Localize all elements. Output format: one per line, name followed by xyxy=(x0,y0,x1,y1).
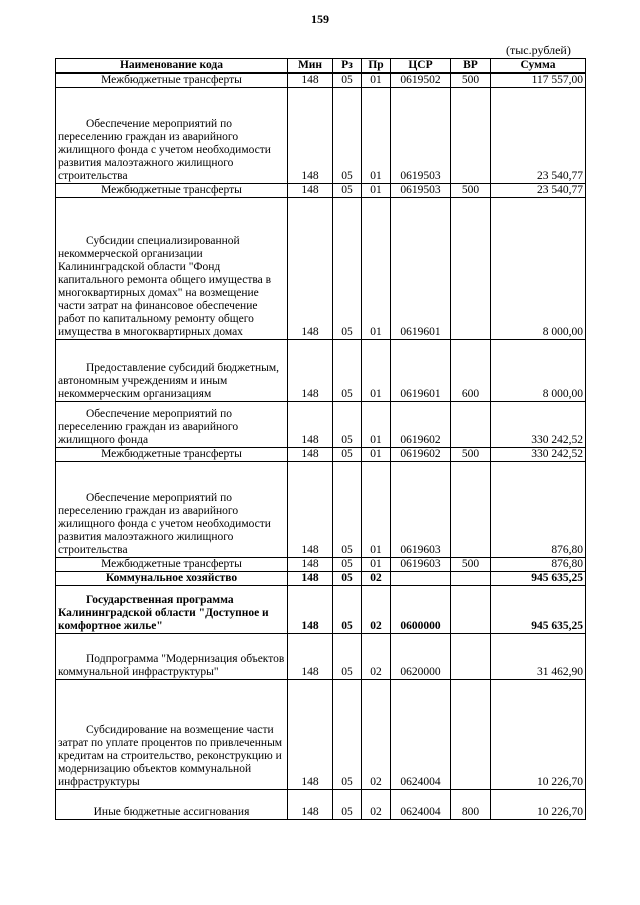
header-vr: ВР xyxy=(451,59,491,74)
row-vr xyxy=(451,586,491,634)
row-name: Межбюджетные трансферты xyxy=(56,184,288,198)
row-vr xyxy=(451,634,491,680)
row-name xyxy=(56,586,288,634)
row-min: 148 xyxy=(288,184,333,198)
row-min: 148 xyxy=(288,198,333,340)
header-row xyxy=(56,59,586,74)
row-min: 148 xyxy=(288,448,333,462)
row-name: Межбюджетные трансферты xyxy=(56,73,288,88)
row-name: Коммунальное хозяйство xyxy=(56,572,288,586)
row-min: 148 xyxy=(288,634,333,680)
table-row xyxy=(56,198,586,340)
row-name-text: Субсидии специализированной некоммерческой организации Калининградской области "Фонд капитального ремонта общего имущества в многоквартирных домах" на возмещение части затрат на финансовое обеспечение работ по капитальному ремонту общего имущества в многоквартирных домах xyxy=(58,235,272,338)
row-vr xyxy=(451,402,491,448)
row-vr: 500 xyxy=(451,448,491,462)
table-row xyxy=(56,340,586,402)
row-pr: 02 xyxy=(362,586,391,634)
row-vr: 500 xyxy=(451,184,491,198)
row-csr: 0624004 xyxy=(391,680,451,790)
row-sum: 876,80 xyxy=(491,462,586,558)
row-rz: 05 xyxy=(333,184,362,198)
row-rz: 05 xyxy=(333,73,362,88)
row-csr: 0619602 xyxy=(391,448,451,462)
row-name: Межбюджетные трансферты xyxy=(56,558,288,572)
row-name xyxy=(56,634,288,680)
row-pr: 02 xyxy=(362,634,391,680)
header-name: Наименование кода xyxy=(56,59,288,74)
row-pr: 01 xyxy=(362,558,391,572)
row-csr: 0619502 xyxy=(391,73,451,88)
row-pr: 02 xyxy=(362,572,391,586)
row-pr: 01 xyxy=(362,448,391,462)
row-vr: 500 xyxy=(451,558,491,572)
row-name-text: Обеспечение мероприятий по переселению граждан из аварийного жилищного фонда с учетом необходимости развития малоэтажного жилищного строительства xyxy=(58,492,271,556)
header-pr: Пр xyxy=(362,59,391,74)
row-rz: 05 xyxy=(333,558,362,572)
row-rz: 05 xyxy=(333,586,362,634)
row-name-text: Обеспечение мероприятий по переселению граждан из аварийного жилищного фонда xyxy=(58,408,239,446)
row-vr xyxy=(451,198,491,340)
table-row xyxy=(56,184,586,198)
row-name xyxy=(56,198,288,340)
row-vr xyxy=(451,572,491,586)
row-vr: 800 xyxy=(451,790,491,820)
row-sum: 8 000,00 xyxy=(491,198,586,340)
row-name-text: Государственная программа Калининградской области "Доступное и комфортное жилье" xyxy=(58,594,269,632)
header-csr: ЦСР xyxy=(391,59,451,74)
row-sum: 8 000,00 xyxy=(491,340,586,402)
row-vr: 500 xyxy=(451,73,491,88)
row-sum: 10 226,70 xyxy=(491,790,586,820)
table-row xyxy=(56,680,586,790)
table-row xyxy=(56,572,586,586)
row-sum: 23 540,77 xyxy=(491,88,586,184)
row-pr: 01 xyxy=(362,73,391,88)
row-rz: 05 xyxy=(333,790,362,820)
row-vr xyxy=(451,462,491,558)
row-csr: 0600000 xyxy=(391,586,451,634)
row-csr: 0619603 xyxy=(391,462,451,558)
row-csr: 0619601 xyxy=(391,198,451,340)
row-rz: 05 xyxy=(333,402,362,448)
table-row xyxy=(56,586,586,634)
table-row xyxy=(56,558,586,572)
row-min: 148 xyxy=(288,462,333,558)
row-min: 148 xyxy=(288,88,333,184)
header-rz: Рз xyxy=(333,59,362,74)
row-rz: 05 xyxy=(333,198,362,340)
row-min: 148 xyxy=(288,572,333,586)
row-min: 148 xyxy=(288,558,333,572)
row-min: 148 xyxy=(288,586,333,634)
row-vr xyxy=(451,88,491,184)
row-pr: 01 xyxy=(362,88,391,184)
row-min: 148 xyxy=(288,402,333,448)
row-csr: 0624004 xyxy=(391,790,451,820)
row-sum: 945 635,25 xyxy=(491,572,586,586)
row-min: 148 xyxy=(288,680,333,790)
row-sum: 23 540,77 xyxy=(491,184,586,198)
row-csr: 0620000 xyxy=(391,634,451,680)
row-name-text: Предоставление субсидий бюджетным, автономным учреждениям и иным некоммерческим организациям xyxy=(58,362,280,400)
header-min: Мин xyxy=(288,59,333,74)
table-row xyxy=(56,88,586,184)
table-row xyxy=(56,73,586,88)
units-label: (тыс.рублей) xyxy=(506,43,571,57)
row-min: 148 xyxy=(288,340,333,402)
row-name xyxy=(56,462,288,558)
row-name: Межбюджетные трансферты xyxy=(56,448,288,462)
row-csr: 0619503 xyxy=(391,88,451,184)
row-vr: 600 xyxy=(451,340,491,402)
row-rz: 05 xyxy=(333,572,362,586)
row-name-text: Подпрограмма "Модернизация объектов коммунальной инфраструктуры" xyxy=(58,653,285,678)
row-pr: 01 xyxy=(362,402,391,448)
row-csr xyxy=(391,572,451,586)
table-row xyxy=(56,402,586,448)
row-sum: 876,80 xyxy=(491,558,586,572)
row-min: 148 xyxy=(288,73,333,88)
row-sum: 945 635,25 xyxy=(491,586,586,634)
row-pr: 02 xyxy=(362,680,391,790)
row-name xyxy=(56,402,288,448)
row-sum: 31 462,90 xyxy=(491,634,586,680)
row-pr: 02 xyxy=(362,790,391,820)
row-name-text: Обеспечение мероприятий по переселению граждан из аварийного жилищного фонда с учетом необходимости развития малоэтажного жилищного строительства xyxy=(58,118,271,182)
row-name: Иные бюджетные ассигнования xyxy=(56,790,288,820)
table-row xyxy=(56,634,586,680)
row-sum: 330 242,52 xyxy=(491,448,586,462)
row-name xyxy=(56,88,288,184)
row-rz: 05 xyxy=(333,634,362,680)
row-pr: 01 xyxy=(362,340,391,402)
table-row xyxy=(56,462,586,558)
row-rz: 05 xyxy=(333,462,362,558)
row-pr: 01 xyxy=(362,198,391,340)
row-rz: 05 xyxy=(333,680,362,790)
row-name xyxy=(56,340,288,402)
row-name xyxy=(56,680,288,790)
row-pr: 01 xyxy=(362,184,391,198)
page-number: 159 xyxy=(311,12,329,26)
row-min: 148 xyxy=(288,790,333,820)
row-name-text: Субсидирование на возмещение части затрат по уплате процентов по привлеченным кредитам на строительство, реконструкцию и модернизацию объектов коммунальной инфраструктуры xyxy=(58,724,283,788)
row-pr: 01 xyxy=(362,462,391,558)
table-row xyxy=(56,790,586,820)
row-csr: 0619603 xyxy=(391,558,451,572)
row-csr: 0619503 xyxy=(391,184,451,198)
row-vr xyxy=(451,680,491,790)
row-sum: 330 242,52 xyxy=(491,402,586,448)
row-csr: 0619602 xyxy=(391,402,451,448)
row-rz: 05 xyxy=(333,448,362,462)
row-csr: 0619601 xyxy=(391,340,451,402)
header-sum: Сумма xyxy=(491,59,586,74)
budget-table xyxy=(55,58,586,820)
row-sum: 10 226,70 xyxy=(491,680,586,790)
row-rz: 05 xyxy=(333,340,362,402)
row-sum: 117 557,00 xyxy=(491,73,586,88)
row-rz: 05 xyxy=(333,88,362,184)
table-row xyxy=(56,448,586,462)
